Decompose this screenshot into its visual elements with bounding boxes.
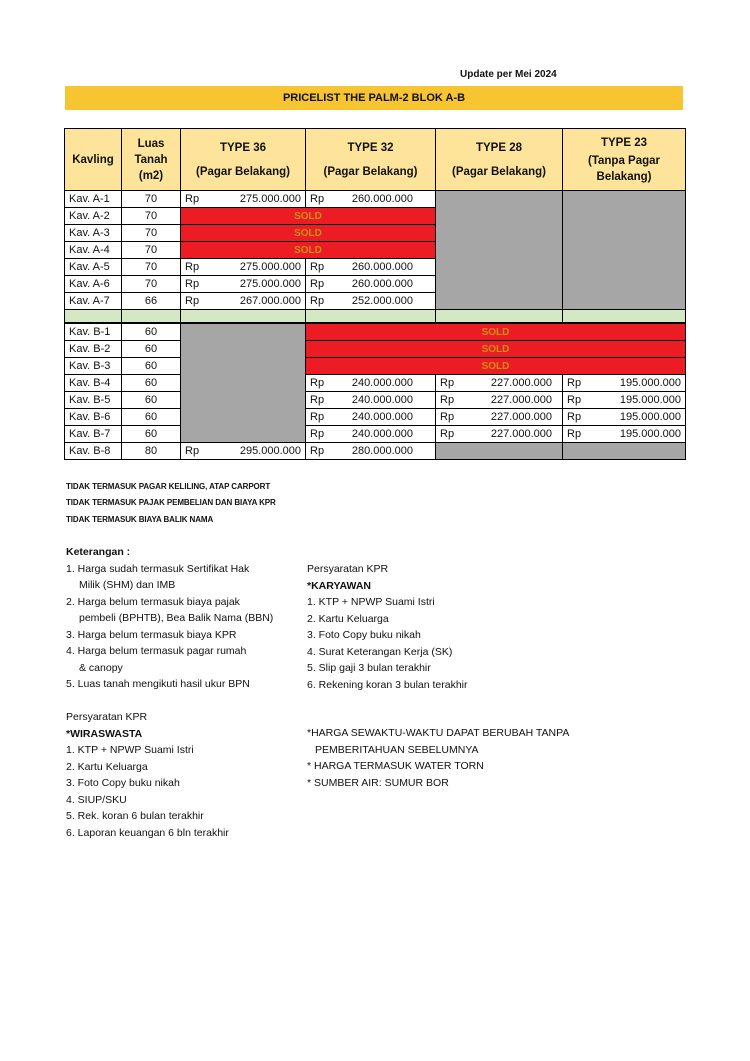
list-item: 1. KTP + NPWP Suami Istri: [307, 596, 435, 608]
luas-cell: 80: [122, 443, 181, 460]
table-row: [65, 358, 686, 375]
luas-cell: 66: [122, 293, 181, 310]
list-item: 3. Foto Copy buku nikah: [307, 629, 421, 641]
header-type-32: [306, 129, 436, 191]
luas-cell: 60: [122, 341, 181, 358]
table-row: [65, 375, 686, 392]
price-type-36: [181, 276, 306, 293]
footnote: *HARGA SEWAKTU-WAKTU DAPAT BERUBAH TANPA: [307, 727, 570, 739]
luas-cell: 60: [122, 409, 181, 426]
list-item: 6. Laporan keuangan 6 bln terakhir: [66, 826, 229, 839]
footnotes-section: [307, 725, 607, 791]
price-value: 260.000.000: [351, 261, 413, 273]
footnote: * SUMBER AIR: SUMUR BOR: [307, 776, 449, 789]
header-type-23-title: TYPE 23: [600, 136, 648, 149]
price-type-32: [306, 443, 436, 460]
currency: Rp: [310, 261, 325, 273]
separator-cell: [181, 310, 306, 324]
header-type-32-sub: (Pagar Belakang): [323, 165, 418, 178]
separator-cell: [306, 310, 436, 324]
unavailable-cell: [563, 443, 686, 460]
kavling-cell: Kav. B-3: [65, 358, 122, 375]
list-item: Milik (SHM) dan IMB: [79, 579, 176, 591]
kpr-wiraswasta-sub: *WIRASWASTA: [66, 727, 143, 740]
luas-cell: 70: [122, 242, 181, 259]
kpr-karyawan-section: [307, 561, 567, 693]
price-value: 227.000.000: [490, 377, 552, 389]
price-type-32: [306, 276, 436, 293]
list-item: 2. Harga belum termasuk biaya pajak: [66, 595, 240, 608]
list-item: 5. Rek. koran 6 bulan terakhir: [66, 810, 204, 822]
kavling-cell: Kav. A-7: [65, 293, 122, 310]
currency: Rp: [567, 411, 582, 423]
price-type-23: [563, 392, 686, 409]
kavling-cell: Kav. B-4: [65, 375, 122, 392]
unavailable-cell: [436, 191, 563, 310]
price-value: 227.000.000: [490, 428, 552, 440]
kavling-cell: Kav. A-1: [65, 191, 122, 208]
keterangan-section: [66, 544, 306, 693]
list-item: 4. Surat Keterangan Kerja (SK): [307, 645, 453, 658]
currency: Rp: [567, 394, 582, 406]
price-type-28: [436, 375, 563, 392]
currency: Rp: [185, 445, 200, 457]
price-type-32: [306, 293, 436, 310]
price-value: 267.000.000: [239, 295, 301, 307]
sold-badge: SOLD: [306, 358, 686, 375]
list-item: 1. Harga sudah termasuk Sertifikat Hak: [66, 562, 250, 575]
price-value: 240.000.000: [351, 428, 413, 440]
price-value: 240.000.000: [351, 394, 413, 406]
luas-cell: 60: [122, 426, 181, 443]
list-item: 3. Harga belum termasuk biaya KPR: [66, 628, 237, 641]
footnote: * HARGA TERMASUK WATER TORN: [307, 760, 484, 772]
price-type-32: [306, 409, 436, 426]
luas-cell: 60: [122, 392, 181, 409]
price-type-36: [181, 293, 306, 310]
price-value: 275.000.000: [239, 193, 301, 205]
sold-badge: SOLD: [181, 225, 436, 242]
kpr-karyawan-heading: Persyaratan KPR: [307, 563, 389, 575]
separator-cell: [65, 310, 122, 324]
price-value: 295.000.000: [239, 445, 301, 457]
sold-badge: SOLD: [181, 208, 436, 225]
header-type-28-sub: (Pagar Belakang): [452, 165, 546, 178]
price-value: 275.000.000: [239, 261, 301, 273]
price-value: 240.000.000: [351, 377, 413, 389]
kpr-wiraswasta-section: [66, 709, 306, 841]
luas-cell: 70: [122, 225, 181, 242]
price-type-23: [563, 409, 686, 426]
separator-cell: [436, 310, 563, 324]
currency: Rp: [310, 445, 325, 457]
header-type-28: [436, 129, 563, 191]
currency: Rp: [440, 394, 455, 406]
sold-badge: SOLD: [181, 242, 436, 259]
price-value: 240.000.000: [351, 411, 413, 423]
price-value: 280.000.000: [351, 445, 413, 457]
sold-badge: SOLD: [306, 341, 686, 358]
header-luas: Luas Tanah (m2): [122, 129, 181, 191]
price-type-32: [306, 392, 436, 409]
currency: Rp: [185, 278, 200, 290]
kavling-cell: Kav. B-7: [65, 426, 122, 443]
currency: Rp: [185, 295, 200, 307]
header-kavling: Kavling: [65, 129, 122, 191]
pricelist-table: [64, 128, 686, 460]
unavailable-cell: [563, 191, 686, 310]
table-row: [65, 341, 686, 358]
list-item: 4. Harga belum termasuk pagar rumah: [66, 645, 247, 657]
currency: Rp: [185, 261, 200, 273]
price-value: 195.000.000: [619, 428, 681, 440]
luas-cell: 60: [122, 358, 181, 375]
list-item: 1. KTP + NPWP Suami Istri: [66, 744, 194, 756]
list-item: 4. SIUP/SKU: [66, 793, 127, 806]
currency: Rp: [310, 411, 325, 423]
header-type-36-sub: (Pagar Belakang): [196, 165, 290, 178]
header-type-23-sub: (Tanpa Pagar Belakang): [588, 154, 660, 183]
header-type-36-title: TYPE 36: [219, 141, 267, 154]
table-row: [65, 323, 686, 341]
price-value: 260.000.000: [351, 278, 413, 290]
currency: Rp: [440, 377, 455, 389]
price-type-23: [563, 375, 686, 392]
price-type-32: [306, 426, 436, 443]
currency: Rp: [310, 193, 325, 205]
list-item: 2. Kartu Keluarga: [66, 760, 148, 773]
price-type-28: [436, 392, 563, 409]
table-row: [65, 409, 686, 426]
kavling-cell: Kav. A-5: [65, 259, 122, 276]
price-type-28: [436, 426, 563, 443]
footnote: PEMBERITAHUAN SEBELUMNYA: [315, 743, 479, 756]
currency: Rp: [185, 193, 200, 205]
kavling-cell: Kav. A-6: [65, 276, 122, 293]
price-type-36: [181, 259, 306, 276]
page-title: PRICELIST THE PALM-2 BLOK A-B: [65, 86, 683, 110]
price-value: 195.000.000: [619, 411, 681, 423]
price-type-32: [306, 259, 436, 276]
currency: Rp: [440, 411, 455, 423]
kavling-cell: Kav. B-8: [65, 443, 122, 460]
kpr-karyawan-sub: *KARYAWAN: [307, 579, 371, 592]
currency: Rp: [440, 428, 455, 440]
table-row: [65, 392, 686, 409]
currency: Rp: [567, 428, 582, 440]
separator-cell: [563, 310, 686, 324]
table-row: [65, 426, 686, 443]
header-type-32-title: TYPE 32: [347, 141, 394, 154]
kavling-cell: Kav. A-3: [65, 225, 122, 242]
unavailable-cell: [436, 443, 563, 460]
unavailable-cell: [181, 323, 306, 443]
currency: Rp: [310, 295, 325, 307]
currency: Rp: [310, 278, 325, 290]
list-item: 6. Rekening koran 3 bulan terakhir: [307, 678, 468, 691]
price-type-23: [563, 426, 686, 443]
kavling-cell: Kav. B-1: [65, 323, 122, 341]
update-date: Update per Mei 2024: [460, 69, 557, 80]
price-value: 227.000.000: [490, 394, 552, 406]
list-item: 2. Kartu Keluarga: [307, 612, 389, 625]
price-type-32: [306, 191, 436, 208]
block-separator-row: [65, 310, 686, 324]
header-type-23: [563, 129, 686, 191]
list-item: 5. Luas tanah mengikuti hasil ukur BPN: [66, 678, 250, 690]
kpr-wiraswasta-heading: Persyaratan KPR: [66, 711, 148, 723]
price-type-28: [436, 409, 563, 426]
currency: Rp: [310, 377, 325, 389]
luas-cell: 70: [122, 191, 181, 208]
kavling-cell: Kav. A-2: [65, 208, 122, 225]
price-value: 252.000.000: [351, 295, 413, 307]
price-type-32: [306, 375, 436, 392]
exclusion-note: TIDAK TERMASUK PAGAR KELILING, ATAP CARPORT: [66, 482, 271, 491]
table-row: [65, 443, 686, 460]
price-type-36: [181, 191, 306, 208]
list-item: 3. Foto Copy buku nikah: [66, 777, 180, 789]
price-value: 195.000.000: [619, 377, 681, 389]
header-type-28-title: TYPE 28: [475, 141, 523, 154]
list-item: 5. Slip gaji 3 bulan terakhir: [307, 662, 431, 674]
price-value: 227.000.000: [490, 411, 552, 423]
header-type-36: [181, 129, 306, 191]
table-row: [65, 191, 686, 208]
luas-cell: 70: [122, 259, 181, 276]
luas-cell: 70: [122, 208, 181, 225]
price-value: 275.000.000: [239, 278, 301, 290]
exclusion-note: TIDAK TERMASUK PAJAK PEMBELIAN DAN BIAYA KPR: [66, 498, 276, 507]
kavling-cell: Kav. B-5: [65, 392, 122, 409]
luas-cell: 60: [122, 375, 181, 392]
kavling-cell: Kav. A-4: [65, 242, 122, 259]
sold-badge: SOLD: [306, 323, 686, 341]
list-item: pembeli (BPHTB), Bea Balik Nama (BBN): [79, 612, 274, 624]
kavling-cell: Kav. B-6: [65, 409, 122, 426]
exclusion-note: TIDAK TERMASUK BIAYA BALIK NAMA: [66, 515, 214, 524]
luas-cell: 70: [122, 276, 181, 293]
kavling-cell: Kav. B-2: [65, 341, 122, 358]
separator-cell: [122, 310, 181, 324]
currency: Rp: [567, 377, 582, 389]
table-header-row: [65, 129, 686, 191]
price-value: 195.000.000: [619, 394, 681, 406]
currency: Rp: [310, 428, 325, 440]
price-type-36: [181, 443, 306, 460]
keterangan-heading: Keterangan :: [66, 546, 131, 558]
currency: Rp: [310, 394, 325, 406]
list-item: & canopy: [79, 661, 123, 674]
luas-cell: 60: [122, 323, 181, 341]
price-value: 260.000.000: [351, 193, 413, 205]
